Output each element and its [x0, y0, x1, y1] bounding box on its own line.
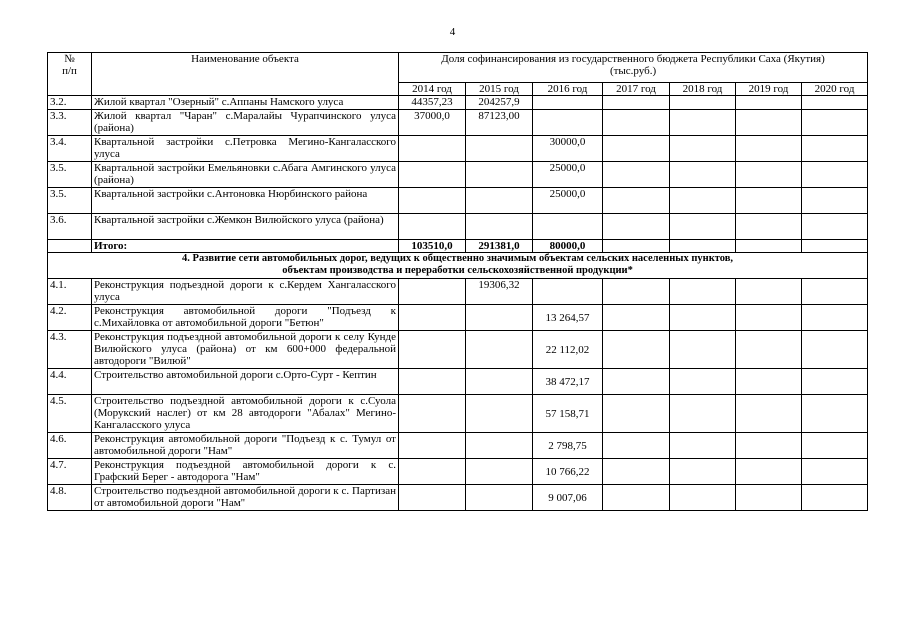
value-cell [466, 136, 533, 162]
value-cell [603, 136, 670, 162]
value-cell: 204257,9 [466, 96, 533, 110]
header-year: 2018 год [670, 83, 736, 96]
value-cell [802, 279, 868, 305]
row-name: Реконструкция подъездной дороги к с.Кердем Хангаласского улуса [92, 279, 399, 305]
header-year: 2019 год [736, 83, 802, 96]
value-cell [736, 369, 802, 395]
table-body [48, 53, 868, 511]
total-empty-cell [48, 240, 92, 253]
value-cell [466, 459, 533, 485]
value-cell [399, 485, 466, 511]
row-number: 4.5. [48, 395, 92, 433]
value-cell [399, 162, 466, 188]
value-cell [466, 188, 533, 214]
value-cell [603, 369, 670, 395]
header-year: 2020 год [802, 83, 868, 96]
value-cell: 57 158,71 [533, 395, 603, 433]
table-row [48, 459, 868, 485]
header-name: Наименование объекта [92, 53, 399, 96]
value-cell [802, 188, 868, 214]
financing-table [47, 52, 868, 511]
table-row [48, 136, 868, 162]
value-cell [736, 279, 802, 305]
value-cell [736, 331, 802, 369]
value-cell: 22 112,02 [533, 331, 603, 369]
value-cell [670, 162, 736, 188]
row-name: Строительство подъездной автомобильной дороги к с.Суола (Морукский наслег) от км 28 автодороги "Абалах" Мегино-Кангаласского улуса [92, 395, 399, 433]
table-row [48, 188, 868, 214]
value-cell [399, 395, 466, 433]
value-cell [466, 162, 533, 188]
row-number: 4.2. [48, 305, 92, 331]
value-cell [533, 110, 603, 136]
value-cell: 37000,0 [399, 110, 466, 136]
row-name: Квартальной застройки с.Антоновка Нюрбинского района [92, 188, 399, 214]
value-cell: 25000,0 [533, 162, 603, 188]
table-row [48, 433, 868, 459]
value-cell [533, 214, 603, 240]
value-cell [670, 485, 736, 511]
value-cell [736, 162, 802, 188]
row-number: 3.3. [48, 110, 92, 136]
value-cell: 9 007,06 [533, 485, 603, 511]
section-row [48, 253, 868, 279]
value-cell [670, 136, 736, 162]
value-cell [736, 110, 802, 136]
value-cell [603, 433, 670, 459]
value-cell [802, 395, 868, 433]
row-name: Реконструкция подъездной автомобильной дороги к селу Кунде Вилюйского улуса (района) от км 600+000 федеральной автодороги "Вилюй" [92, 331, 399, 369]
table-row [48, 214, 868, 240]
value-cell [399, 459, 466, 485]
total-value [603, 240, 670, 253]
table-row [48, 96, 868, 110]
value-cell [399, 214, 466, 240]
header-num: № п/п [48, 53, 92, 96]
value-cell [603, 305, 670, 331]
value-cell [603, 459, 670, 485]
row-number: 4.8. [48, 485, 92, 511]
row-number: 3.6. [48, 214, 92, 240]
value-cell [736, 96, 802, 110]
table-row [48, 369, 868, 395]
value-cell [670, 459, 736, 485]
header-year: 2016 год [533, 83, 603, 96]
table-row [48, 110, 868, 136]
value-cell [399, 188, 466, 214]
value-cell: 10 766,22 [533, 459, 603, 485]
value-cell [399, 279, 466, 305]
header-year: 2014 год [399, 83, 466, 96]
section-heading-line1: 4. Развитие сети автомобильных дорог, ведущих к общественно значимым объектам сельских населенных пунктов, [182, 253, 734, 264]
value-cell [670, 369, 736, 395]
total-value: 103510,0 [399, 240, 466, 253]
value-cell: 2 798,75 [533, 433, 603, 459]
value-cell [802, 162, 868, 188]
value-cell [466, 369, 533, 395]
value-cell [399, 331, 466, 369]
header-year: 2015 год [466, 83, 533, 96]
value-cell [533, 96, 603, 110]
table-row [48, 395, 868, 433]
value-cell [603, 188, 670, 214]
value-cell [802, 369, 868, 395]
row-name: Реконструкция подъездной автомобильной дороги к с. Графский Берег - автодорога "Нам" [92, 459, 399, 485]
total-value [736, 240, 802, 253]
value-cell [603, 96, 670, 110]
row-name: Квартальной застройки с.Жемкон Вилюйского улуса (района) [92, 214, 399, 240]
value-cell [399, 369, 466, 395]
value-cell [670, 433, 736, 459]
value-cell [670, 110, 736, 136]
header-year: 2017 год [603, 83, 670, 96]
value-cell [399, 433, 466, 459]
value-cell [399, 305, 466, 331]
value-cell [736, 459, 802, 485]
value-cell [670, 331, 736, 369]
value-cell [802, 459, 868, 485]
row-name: Строительство автомобильной дороги с.Орто-Сурт - Кептин [92, 369, 399, 395]
value-cell: 44357,23 [399, 96, 466, 110]
table-row [48, 331, 868, 369]
total-row [48, 240, 868, 253]
total-value [670, 240, 736, 253]
value-cell [736, 485, 802, 511]
value-cell [466, 433, 533, 459]
row-number: 4.3. [48, 331, 92, 369]
table-row [48, 485, 868, 511]
table-row [48, 162, 868, 188]
value-cell [736, 214, 802, 240]
value-cell [802, 305, 868, 331]
value-cell [466, 395, 533, 433]
value-cell [603, 110, 670, 136]
value-cell [670, 305, 736, 331]
row-name: Реконструкция автомобильной дороги "Подъезд к с. Тумул от автомобильной дороги "Нам" [92, 433, 399, 459]
row-number: 4.1. [48, 279, 92, 305]
total-value: 291381,0 [466, 240, 533, 253]
row-name: Реконструкция автомобильной дороги "Подъезд к с.Михайловка от автомобильной дороги "Бетюн" [92, 305, 399, 331]
page-number: 4 [449, 26, 456, 38]
value-cell [736, 395, 802, 433]
value-cell [802, 433, 868, 459]
header-row [48, 53, 868, 83]
value-cell [802, 96, 868, 110]
value-cell [603, 485, 670, 511]
total-label: Итого: [92, 240, 399, 253]
row-number: 3.5. [48, 162, 92, 188]
value-cell [603, 214, 670, 240]
table-row [48, 305, 868, 331]
value-cell: 30000,0 [533, 136, 603, 162]
value-cell [802, 331, 868, 369]
row-name: Жилой квартал "Чаран" с.Маралайы Чурапчинского улуса (района) [92, 110, 399, 136]
section-heading [48, 253, 868, 279]
row-number: 3.4. [48, 136, 92, 162]
value-cell [802, 136, 868, 162]
value-cell [736, 433, 802, 459]
value-cell [670, 395, 736, 433]
value-cell [670, 214, 736, 240]
section-heading-line2: объектам производства и переработки сельскохозяйственной продукции* [282, 265, 633, 276]
row-number: 4.6. [48, 433, 92, 459]
value-cell [603, 162, 670, 188]
value-cell [802, 485, 868, 511]
row-name: Квартальной застройки с.Петровка Мегино-Кангаласского улуса [92, 136, 399, 162]
value-cell: 25000,0 [533, 188, 603, 214]
value-cell [603, 279, 670, 305]
value-cell: 13 264,57 [533, 305, 603, 331]
row-number: 3.2. [48, 96, 92, 110]
row-name: Квартальной застройки Емельяновки с.Абага Амгинского улуса (района) [92, 162, 399, 188]
row-name: Жилой квартал "Озерный" с.Аппаны Намского улуса [92, 96, 399, 110]
row-number: 3.5. [48, 188, 92, 214]
value-cell [802, 214, 868, 240]
value-cell [670, 96, 736, 110]
value-cell: 87123,00 [466, 110, 533, 136]
value-cell [399, 136, 466, 162]
total-value [802, 240, 868, 253]
value-cell [466, 331, 533, 369]
value-cell [603, 395, 670, 433]
header-share: Доля софинансирования из государственного бюджета Республики Саха (Якутия) (тыс.руб.) [399, 53, 868, 83]
value-cell [466, 485, 533, 511]
value-cell [736, 188, 802, 214]
value-cell [736, 136, 802, 162]
total-value: 80000,0 [533, 240, 603, 253]
value-cell [670, 188, 736, 214]
value-cell [466, 305, 533, 331]
value-cell [603, 331, 670, 369]
value-cell: 38 472,17 [533, 369, 603, 395]
row-name: Строительство подъездной автомобильной дороги к с. Партизан от автомобильной дороги "Нам" [92, 485, 399, 511]
value-cell [466, 214, 533, 240]
table-row [48, 279, 868, 305]
value-cell: 19306,32 [466, 279, 533, 305]
row-number: 4.7. [48, 459, 92, 485]
value-cell [736, 305, 802, 331]
value-cell [802, 110, 868, 136]
value-cell [670, 279, 736, 305]
value-cell [533, 279, 603, 305]
row-number: 4.4. [48, 369, 92, 395]
